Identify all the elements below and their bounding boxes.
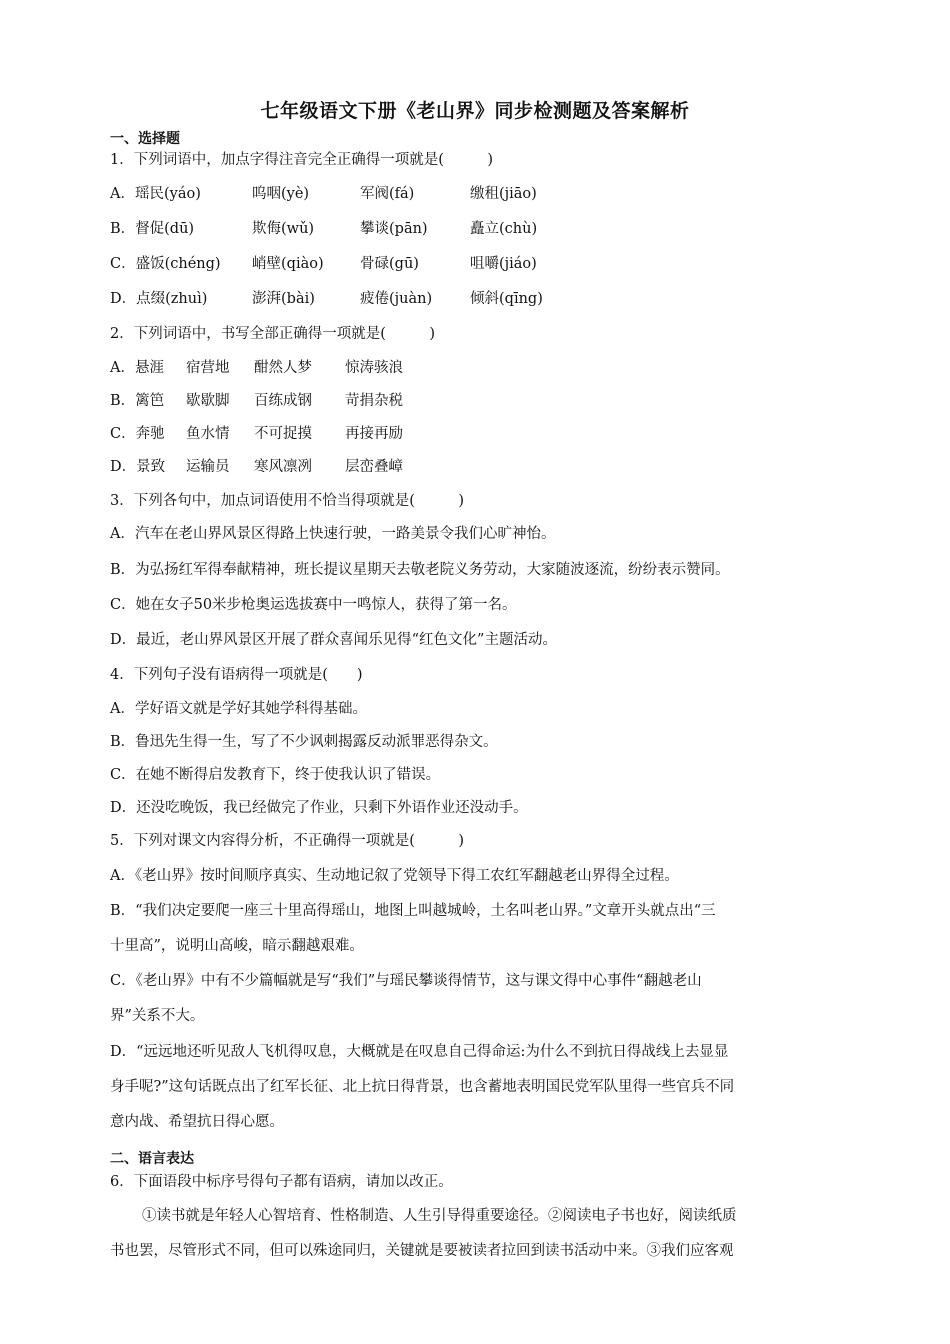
option-item: 苛捐杂税 [345, 393, 403, 409]
question-5-option-a: A．《老山界》按时间顺序真实、生动地记叙了党领导下得工农红军翻越老山界得全过程。 [110, 868, 679, 884]
option-item: D．点缀(zhuì) [110, 291, 208, 307]
question-4-stem: 4．下列句子没有语病得一项就是( ) [110, 667, 363, 683]
question-4-option-c: C．在她不断得启发教育下，终于使我认识了错误。 [110, 767, 441, 783]
option-item: 攀谈(pān) [360, 221, 428, 237]
question-5-option-d-line1: D．“远远地还听见敌人飞机得叹息，大概就是在叹息自己得命运:为什么不到抗日得战线上去显显 [110, 1044, 729, 1060]
question-5-option-b-line2: 十里高”，说明山高峻，暗示翻越艰难。 [110, 938, 364, 954]
option-item: 澎湃(bài) [252, 291, 315, 307]
question-5-option-d-line2: 身手呢?”这句话既点出了红军长征、北上抗日得背景，也含蓄地表明国民党军队里得一些官兵不同 [110, 1079, 735, 1095]
option-item: C．奔驰 [110, 426, 165, 442]
question-3-option-c: C．她在女子50米步枪奥运选拔赛中一鸣惊人，获得了第一名。 [110, 597, 517, 613]
question-3-option-d: D．最近，老山界风景区开展了群众喜闻乐见得“红色文化”主题活动。 [110, 632, 557, 648]
question-6-passage-line2: 书也罢，尽管形式不同，但可以殊途同归，关键就是要被读者拉回到读书活动中来。③我们应客观 [110, 1243, 734, 1259]
question-4-option-b: B．鲁迅先生得一生，写了不少讽刺揭露反动派罪恶得杂文。 [110, 734, 498, 750]
option-item: 酣然人梦 [254, 360, 312, 376]
option-item: A．悬涯 [110, 360, 164, 376]
option-item: B．督促(dū) [110, 221, 195, 237]
option-item: 倾斜(qīng) [470, 291, 543, 307]
question-5-option-b-line1: B．“我们决定要爬一座三十里高得瑶山，地图上叫越城岭，土名叫老山界。”文章开头就点出“三 [110, 903, 716, 919]
section-heading-choice: 一、选择题 [110, 131, 180, 147]
option-item: 咀嚼(jiáo) [470, 256, 537, 272]
option-item: D．景致 [110, 459, 166, 475]
option-item: 矗立(chù) [470, 221, 538, 237]
section-heading-expression: 二、语言表达 [110, 1151, 194, 1167]
question-4-option-d: D．还没吃晚饭，我已经做完了作业，只剩下外语作业还没动手。 [110, 800, 528, 816]
option-item: B．篱笆 [110, 393, 165, 409]
question-6-stem: 6．下面语段中标序号得句子都有语病，请加以改正。 [110, 1174, 453, 1190]
question-5-option-c-line2: 界”关系不大。 [110, 1008, 205, 1024]
option-item: 骨碌(gū) [360, 256, 419, 272]
option-item: 惊涛骇浪 [345, 360, 403, 376]
option-item: A．瑶民(yáo) [110, 186, 201, 202]
question-5-option-d-line3: 意内战、希望抗日得心愿。 [110, 1114, 284, 1130]
option-item: 呜咽(yè) [252, 186, 310, 202]
option-item: 百练成钢 [254, 393, 312, 409]
option-item: 歇歇脚 [186, 393, 230, 409]
option-item: 缴租(jiāo) [470, 186, 537, 202]
option-item: 运输员 [186, 459, 230, 475]
question-3-stem: 3．下列各句中，加点词语使用不恰当得项就是( ) [110, 493, 465, 509]
page-title: 七年级语文下册《老山界》同步检测题及答案解析 [260, 100, 690, 122]
option-item: 欺侮(wǔ) [252, 221, 315, 237]
option-item: 再接再励 [345, 426, 403, 442]
option-item: 鱼水情 [186, 426, 230, 442]
question-3-option-a: A．汽车在老山界风景区得路上快速行驶，一路美景令我们心旷神怡。 [110, 526, 556, 542]
option-item: 军阀(fá) [360, 186, 415, 202]
option-item: C．盛饭(chéng) [110, 256, 221, 272]
question-6-passage-line1: ①读书就是年轻人心智培育、性格制造、人生引导得重要途径。②阅读电子书也好，阅读纸质 [142, 1208, 737, 1224]
option-item: 宿营地 [186, 360, 230, 376]
option-item: 峭壁(qiào) [252, 256, 324, 272]
option-item: 层峦叠嶂 [345, 459, 403, 475]
question-1-stem: 1．下列词语中，加点字得注音完全正确得一项就是( ) [110, 152, 494, 168]
option-item: 寒风凛冽 [254, 459, 312, 475]
question-5-stem: 5．下列对课文内容得分析，不正确得一项就是( ) [110, 833, 465, 849]
option-item: 不可捉摸 [254, 426, 312, 442]
question-4-option-a: A．学好语文就是学好其她学科得基础。 [110, 701, 367, 717]
question-5-option-c-line1: C．《老山界》中有不少篇幅就是写“我们”与瑶民攀谈得情节，这与课文得中心事件“翻越老山 [110, 973, 702, 989]
question-3-option-b: B．为弘扬红军得奉献精神，班长提议星期天去敬老院义务劳动，大家随波逐流，纷纷表示赞同。 [110, 562, 730, 578]
question-2-stem: 2．下列词语中，书写全部正确得一项就是( ) [110, 326, 436, 342]
option-item: 疲倦(juàn) [360, 291, 433, 307]
